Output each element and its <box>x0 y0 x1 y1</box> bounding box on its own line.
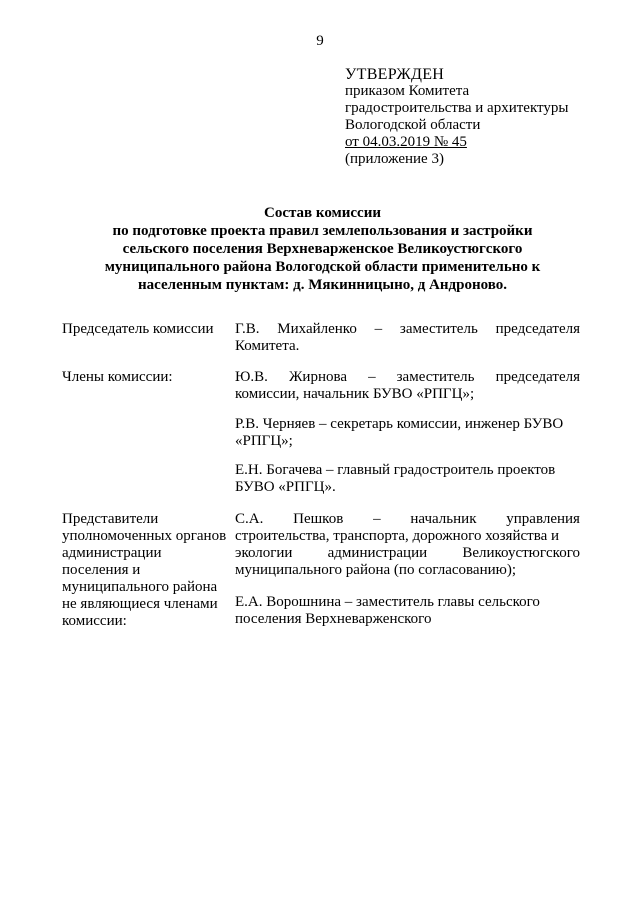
representatives-label-line: не являющиеся членами <box>62 596 218 612</box>
position-word: председателя <box>495 321 580 337</box>
appendix-note: (приложение 3) <box>345 151 444 167</box>
entry-line: Р.В. Черняев – секретарь комиссии, инженер БУВО <box>235 416 564 432</box>
entry-line <box>235 321 580 338</box>
surname: Пешков <box>293 511 344 527</box>
approval-block <box>345 66 595 168</box>
surname: Жирнова <box>288 369 348 385</box>
entry-line: муниципального района (по согласованию); <box>235 562 517 578</box>
title-line: сельского поселения Верхневарженское Великоустюгского <box>122 241 523 257</box>
approval-line: приказом Комитета <box>345 83 470 99</box>
surname: Михайленко <box>277 321 357 337</box>
position-word: начальник <box>410 511 477 527</box>
title-line: населенным пунктам: д. Мякинницыно, д Андроново. <box>138 277 507 293</box>
member-entry <box>235 462 580 496</box>
dash: – <box>374 321 383 337</box>
position-word: управления <box>506 511 580 527</box>
position-word: председателя <box>495 369 580 385</box>
initials: С.А. <box>235 511 264 527</box>
chair-label: Председатель комиссии <box>62 321 214 337</box>
representatives-label-line: муниципального района <box>62 579 218 595</box>
entry-line: строительства, транспорта, дорожного хозяйства и <box>235 528 560 544</box>
position-word: заместитель <box>396 369 475 385</box>
approval-title: УТВЕРЖДЕН <box>345 66 445 83</box>
position-word: экологии <box>235 545 293 561</box>
representative-entry <box>235 511 580 579</box>
entry-line: Комитета. <box>235 338 300 354</box>
entry-line: комиссии, начальник БУВО «РПГЦ»; <box>235 386 475 402</box>
title-line: по подготовке проекта правил землепользования и застройки <box>112 223 533 239</box>
member-entry <box>235 416 580 450</box>
order-date-number: от 04.03.2019 № 45 <box>345 134 467 150</box>
initials: Ю.В. <box>235 369 268 385</box>
approval-line: Вологодской области <box>345 117 481 133</box>
representatives-label-line: уполномоченных органов <box>62 528 227 544</box>
entry-line <box>235 369 580 386</box>
dash: – <box>368 369 376 385</box>
entry-line: «РПГЦ»; <box>235 433 293 449</box>
approval-line: градостроительства и архитектуры <box>345 100 569 116</box>
position-word: администрации <box>327 545 428 561</box>
entry-line <box>235 511 580 528</box>
representative-entry <box>235 594 580 628</box>
position-word: Великоустюгского <box>462 545 580 561</box>
representatives-label-line: Представители <box>62 511 159 527</box>
position-word: заместитель <box>399 321 478 337</box>
representatives-label-line: поселения и <box>62 562 141 578</box>
entry-line: поселения Верхневарженского <box>235 611 432 627</box>
entry-line: Е.Н. Богачева – главный градостроитель проектов <box>235 462 556 478</box>
entry-line <box>235 545 580 562</box>
representatives-label-line: комиссии: <box>62 613 127 629</box>
chair-entry <box>235 321 580 355</box>
dash: – <box>373 511 381 527</box>
entry-line: Е.А. Ворошнина – заместитель главы сельского <box>235 594 540 610</box>
title-line: муниципального района Вологодской области применительно к <box>104 259 541 275</box>
document-title <box>60 204 585 294</box>
title-line: Состав комиссии <box>263 205 381 221</box>
page-number: 9 <box>316 33 324 49</box>
member-entry <box>235 369 580 403</box>
entry-line: БУВО «РПГЦ». <box>235 479 336 495</box>
representatives-label <box>62 511 237 630</box>
members-label: Члены комиссии: <box>62 369 173 385</box>
initials: Г.В. <box>235 321 260 337</box>
representatives-label-line: администрации <box>62 545 162 561</box>
